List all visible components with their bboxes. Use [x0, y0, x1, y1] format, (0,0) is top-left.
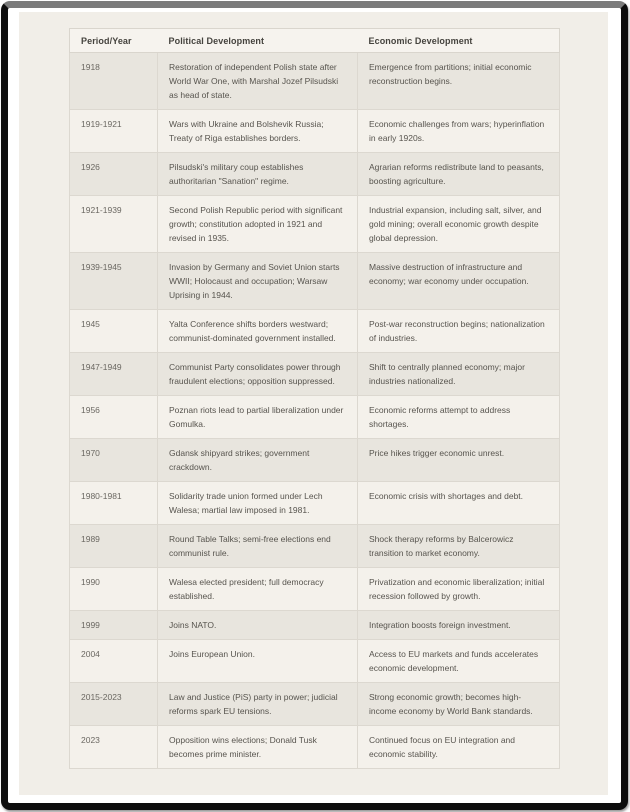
period-cell: 1999: [70, 611, 158, 640]
table-row: [70, 153, 560, 196]
political-cell: Invasion by Germany and Soviet Union starts WWII; Holocaust and occupation; Warsaw Uprising in 1944.: [158, 253, 358, 310]
political-cell: Gdansk shipyard strikes; government crackdown.: [158, 439, 358, 482]
economic-cell: Privatization and economic liberalization; initial recession followed by growth.: [358, 568, 560, 611]
political-cell: Round Table Talks; semi-free elections end communist rule.: [158, 525, 358, 568]
political-cell: Second Polish Republic period with significant growth; constitution adopted in 1921 and revised in 1935.: [158, 196, 358, 253]
poland-history-table: [69, 28, 560, 769]
political-cell: Joins NATO.: [158, 611, 358, 640]
economic-cell: Shift to centrally planned economy; major industries nationalized.: [358, 353, 560, 396]
political-cell: Opposition wins elections; Donald Tusk becomes prime minister.: [158, 726, 358, 769]
document-page: [19, 12, 608, 795]
period-cell: 2004: [70, 640, 158, 683]
political-cell: Yalta Conference shifts borders westward; communist-dominated government installed.: [158, 310, 358, 353]
table-row: [70, 568, 560, 611]
period-cell: 1939-1945: [70, 253, 158, 310]
economic-cell: Access to EU markets and funds accelerates economic development.: [358, 640, 560, 683]
table-row: [70, 683, 560, 726]
table-row: [70, 611, 560, 640]
table-row: [70, 110, 560, 153]
period-cell: 1921-1939: [70, 196, 158, 253]
table-row: [70, 310, 560, 353]
economic-cell: Massive destruction of infrastructure and economy; war economy under occupation.: [358, 253, 560, 310]
table-row: [70, 482, 560, 525]
political-cell: Walesa elected president; full democracy established.: [158, 568, 358, 611]
economic-cell: Agrarian reforms redistribute land to peasants, boosting agriculture.: [358, 153, 560, 196]
table-row: [70, 640, 560, 683]
header-political-development: Political Development: [158, 29, 358, 53]
table-row: [70, 439, 560, 482]
economic-cell: Emergence from partitions; initial economic reconstruction begins.: [358, 53, 560, 110]
framed-screenshot-border: [1, 1, 628, 810]
period-cell: 1926: [70, 153, 158, 196]
political-cell: Poznan riots lead to partial liberalization under Gomulka.: [158, 396, 358, 439]
economic-cell: Post-war reconstruction begins; nationalization of industries.: [358, 310, 560, 353]
economic-cell: Economic challenges from wars; hyperinflation in early 1920s.: [358, 110, 560, 153]
economic-cell: Economic crisis with shortages and debt.: [358, 482, 560, 525]
political-cell: Pilsudski's military coup establishes authoritarian "Sanation" regime.: [158, 153, 358, 196]
table-row: [70, 353, 560, 396]
economic-cell: Industrial expansion, including salt, silver, and gold mining; overall economic growth despite global depression.: [358, 196, 560, 253]
period-cell: 1956: [70, 396, 158, 439]
political-cell: Communist Party consolidates power through fraudulent elections; opposition suppressed.: [158, 353, 358, 396]
period-cell: 1945: [70, 310, 158, 353]
political-cell: Law and Justice (PiS) party in power; judicial reforms spark EU tensions.: [158, 683, 358, 726]
period-cell: 1980-1981: [70, 482, 158, 525]
table-row: [70, 53, 560, 110]
header-row: [70, 29, 560, 53]
period-cell: 1990: [70, 568, 158, 611]
period-cell: 1989: [70, 525, 158, 568]
economic-cell: Continued focus on EU integration and economic stability.: [358, 726, 560, 769]
table-row: [70, 396, 560, 439]
period-cell: 1970: [70, 439, 158, 482]
economic-cell: Economic reforms attempt to address shortages.: [358, 396, 560, 439]
header-economic-development: Economic Development: [358, 29, 560, 53]
table-row: [70, 253, 560, 310]
period-cell: 1919-1921: [70, 110, 158, 153]
economic-cell: Price hikes trigger economic unrest.: [358, 439, 560, 482]
period-cell: 1947-1949: [70, 353, 158, 396]
economic-cell: Integration boosts foreign investment.: [358, 611, 560, 640]
political-cell: Wars with Ukraine and Bolshevik Russia; Treaty of Riga establishes borders.: [158, 110, 358, 153]
period-cell: 2015-2023: [70, 683, 158, 726]
period-cell: 2023: [70, 726, 158, 769]
economic-cell: Shock therapy reforms by Balcerowicz transition to market economy.: [358, 525, 560, 568]
political-cell: Joins European Union.: [158, 640, 358, 683]
political-cell: Solidarity trade union formed under Lech Walesa; martial law imposed in 1981.: [158, 482, 358, 525]
table-row: [70, 196, 560, 253]
economic-cell: Strong economic growth; becomes high-income economy by World Bank standards.: [358, 683, 560, 726]
period-cell: 1918: [70, 53, 158, 110]
political-cell: Restoration of independent Polish state after World War One, with Marshal Jozef Pilsudski as head of state.: [158, 53, 358, 110]
table-row: [70, 726, 560, 769]
table-body: [70, 53, 560, 769]
table-row: [70, 525, 560, 568]
header-period-year: Period/Year: [70, 29, 158, 53]
